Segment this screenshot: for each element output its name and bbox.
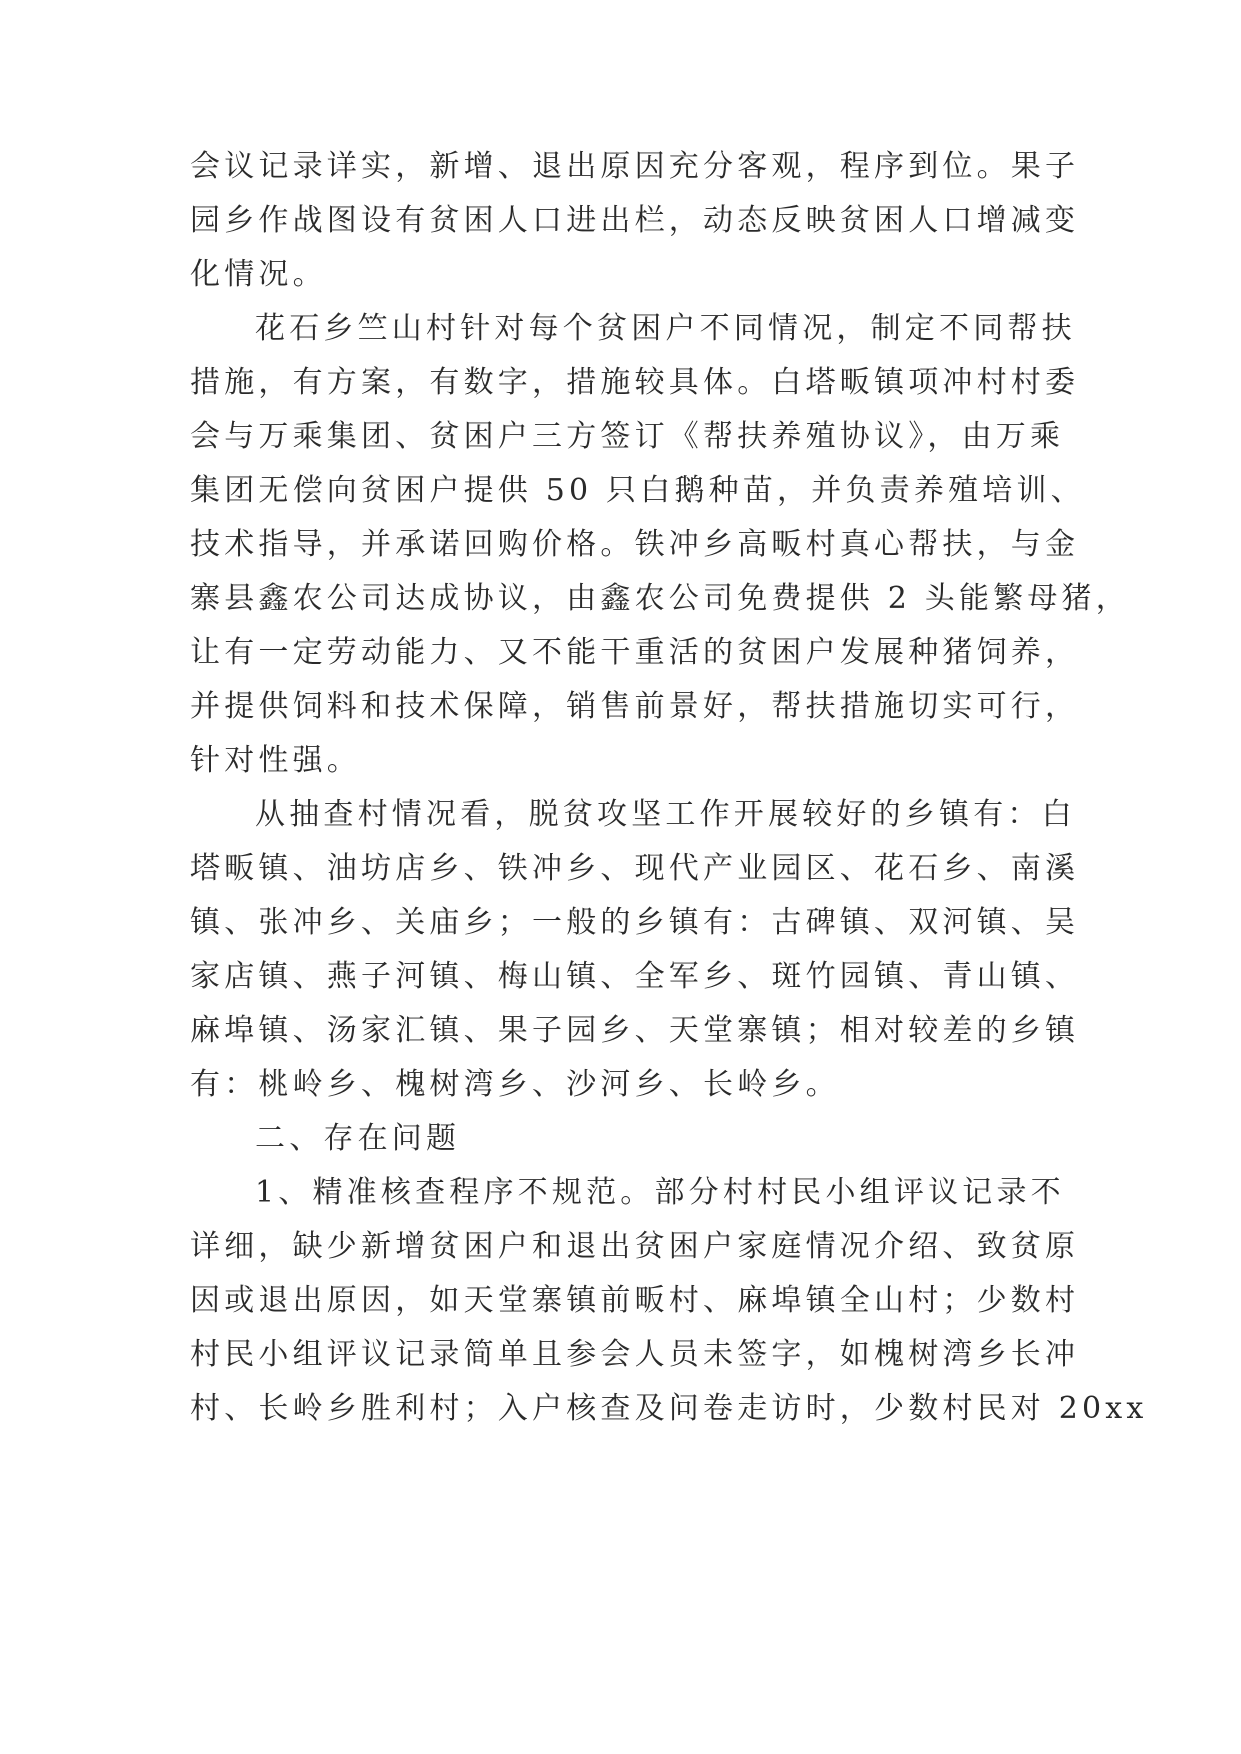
text-line: 会议记录详实，新增、退出原因充分客观，程序到位。果子	[190, 149, 1080, 184]
text-line: 因或退出原因，如天堂寨镇前畈村、麻埠镇全山村；少数村	[190, 1283, 1080, 1318]
text-line: 措施，有方案，有数字，措施较具体。白塔畈镇项冲村村委	[190, 365, 1080, 400]
text-line: 镇、张冲乡、关庙乡；一般的乡镇有：古碑镇、双河镇、吴	[190, 905, 1080, 940]
paragraph-first-line: 从抽查村情况看，脱贫攻坚工作开展较好的乡镇有：白	[255, 797, 1076, 832]
text-line: 寨县鑫农公司达成协议，由鑫农公司免费提供 2 头能繁母猪，	[190, 581, 1130, 616]
text-line: 让有一定劳动能力、又不能干重活的贫困户发展种猪饲养，	[190, 635, 1080, 670]
text-line: 集团无偿向贫困户提供 50 只白鹅种苗，并负责养殖培训、	[190, 473, 1085, 508]
text-line: 塔畈镇、油坊店乡、铁冲乡、现代产业园区、花石乡、南溪	[190, 851, 1080, 886]
text-line: 村、长岭乡胜利村；入户核查及问卷走访时，少数村民对 20xx	[190, 1391, 1148, 1426]
text-line: 详细，缺少新增贫困户和退出贫困户家庭情况介绍、致贫原	[190, 1229, 1080, 1264]
text-line: 家店镇、燕子河镇、梅山镇、全军乡、斑竹园镇、青山镇、	[190, 959, 1080, 994]
text-line: 会与万乘集团、贫困户三方签订《帮扶养殖协议》，由万乘	[190, 419, 1065, 454]
paragraph-first-line: 1、精准核查程序不规范。部分村村民小组评议记录不	[255, 1175, 1065, 1210]
text-line: 针对性强。	[190, 743, 361, 778]
text-line: 园乡作战图设有贫困人口进出栏，动态反映贫困人口增减变	[190, 203, 1080, 238]
text-line: 村民小组评议记录简单且参会人员未签字，如槐树湾乡长冲	[190, 1337, 1080, 1372]
text-line: 技术指导，并承诺回购价格。铁冲乡高畈村真心帮扶，与金	[190, 527, 1080, 562]
text-line: 麻埠镇、汤家汇镇、果子园乡、天堂寨镇；相对较差的乡镇	[190, 1013, 1080, 1048]
section-heading: 二、存在问题	[255, 1121, 461, 1156]
text-line: 化情况。	[190, 257, 327, 292]
text-line: 并提供饲料和技术保障，销售前景好，帮扶措施切实可行，	[190, 689, 1080, 724]
paragraph-first-line: 花石乡竺山村针对每个贫困户不同情况，制定不同帮扶	[255, 311, 1076, 346]
text-line: 有：桃岭乡、槐树湾乡、沙河乡、长岭乡。	[190, 1067, 840, 1102]
